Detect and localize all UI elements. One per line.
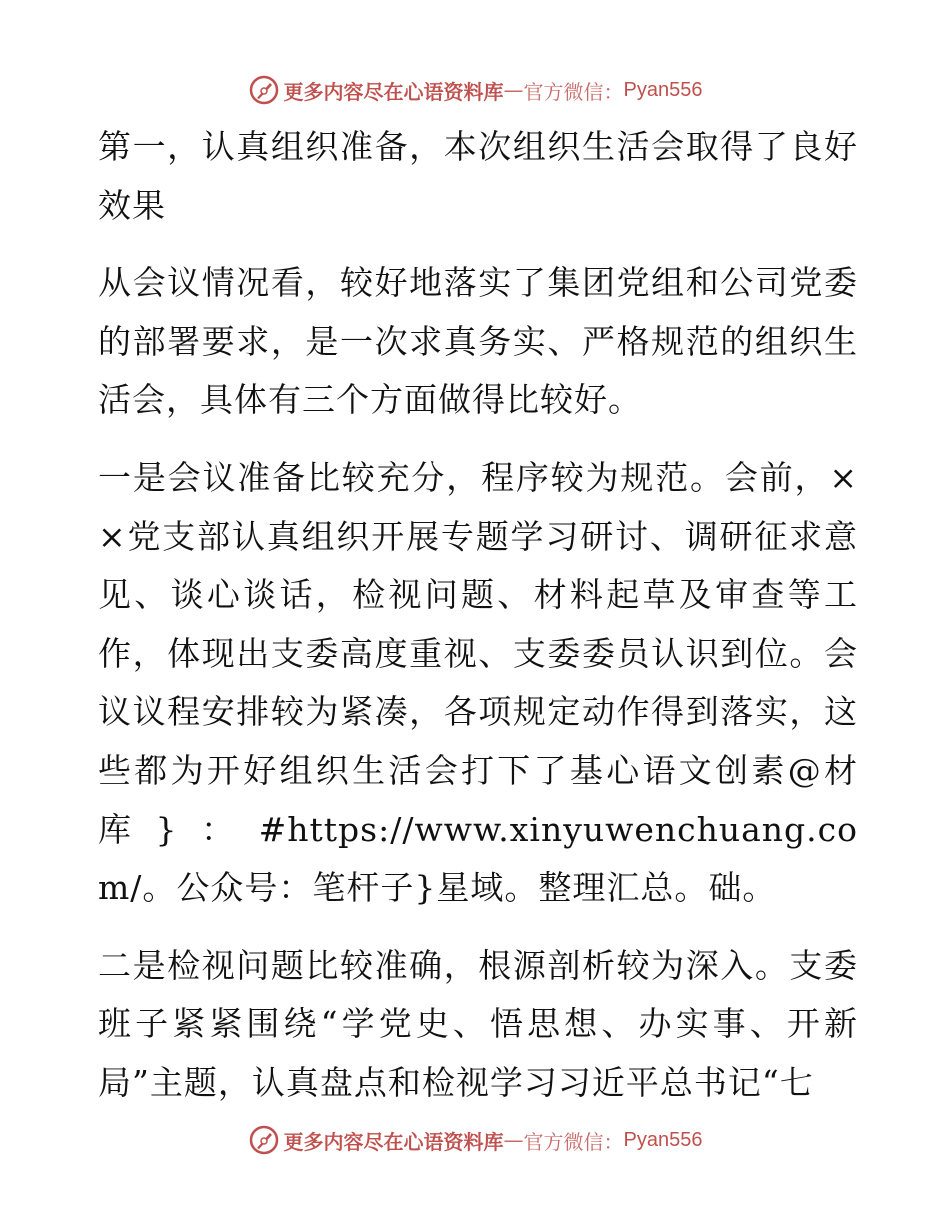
heading-paragraph: 第一，认真组织准备，本次组织生活会取得了良好效果 <box>98 127 858 225</box>
footer-watermark-banner <box>0 1120 950 1160</box>
banner-main-text: 更多内容尽在心语资料库 <box>283 1129 504 1154</box>
body-paragraph-3: 二是检视问题比较准确，根源剖析较为深入。支委班子紧紧围绕“学党史、悟思想、办实事、开新局”主题，认真盘点和检视学习习近平总书记“七 <box>98 945 858 1102</box>
banner-official-label: 官方微信： <box>523 79 624 104</box>
quill-logo-icon <box>248 74 280 106</box>
body-paragraph-2: 一是会议准备比较充分，程序较为规范。会前，××党支部认真组织开展专题学习研讨、调研征求意见、谈心谈话，检视问题、材料起草及审查等工作，体现出支委高度重视、支委委员认识到位。会议议程安排较为紧凑，各项规定动作得到落实，这些都为开好组织生活会打下了基心语文创素@材库}：#https://www.xinyuwenchuang.com/。公众号：笔杆子}星域。整理汇总。础。 <box>98 457 858 908</box>
banner-dash: — <box>503 1128 524 1152</box>
banner-official-label: 官方微信： <box>523 1129 624 1154</box>
quill-logo-icon <box>248 1124 280 1156</box>
body-paragraph-1: 从会议情况看，较好地落实了集团党组和公司党委的部署要求，是一次求真务实、严格规范的组织生活会，具体有三个方面做得比较好。 <box>98 263 858 420</box>
banner-handle: Pyan556 <box>623 1128 703 1151</box>
banner-main-text: 更多内容尽在心语资料库 <box>283 79 504 104</box>
document-body <box>98 118 858 1113</box>
header-watermark-banner <box>0 70 950 110</box>
banner-dash: — <box>503 78 524 102</box>
banner-handle: Pyan556 <box>623 78 703 101</box>
